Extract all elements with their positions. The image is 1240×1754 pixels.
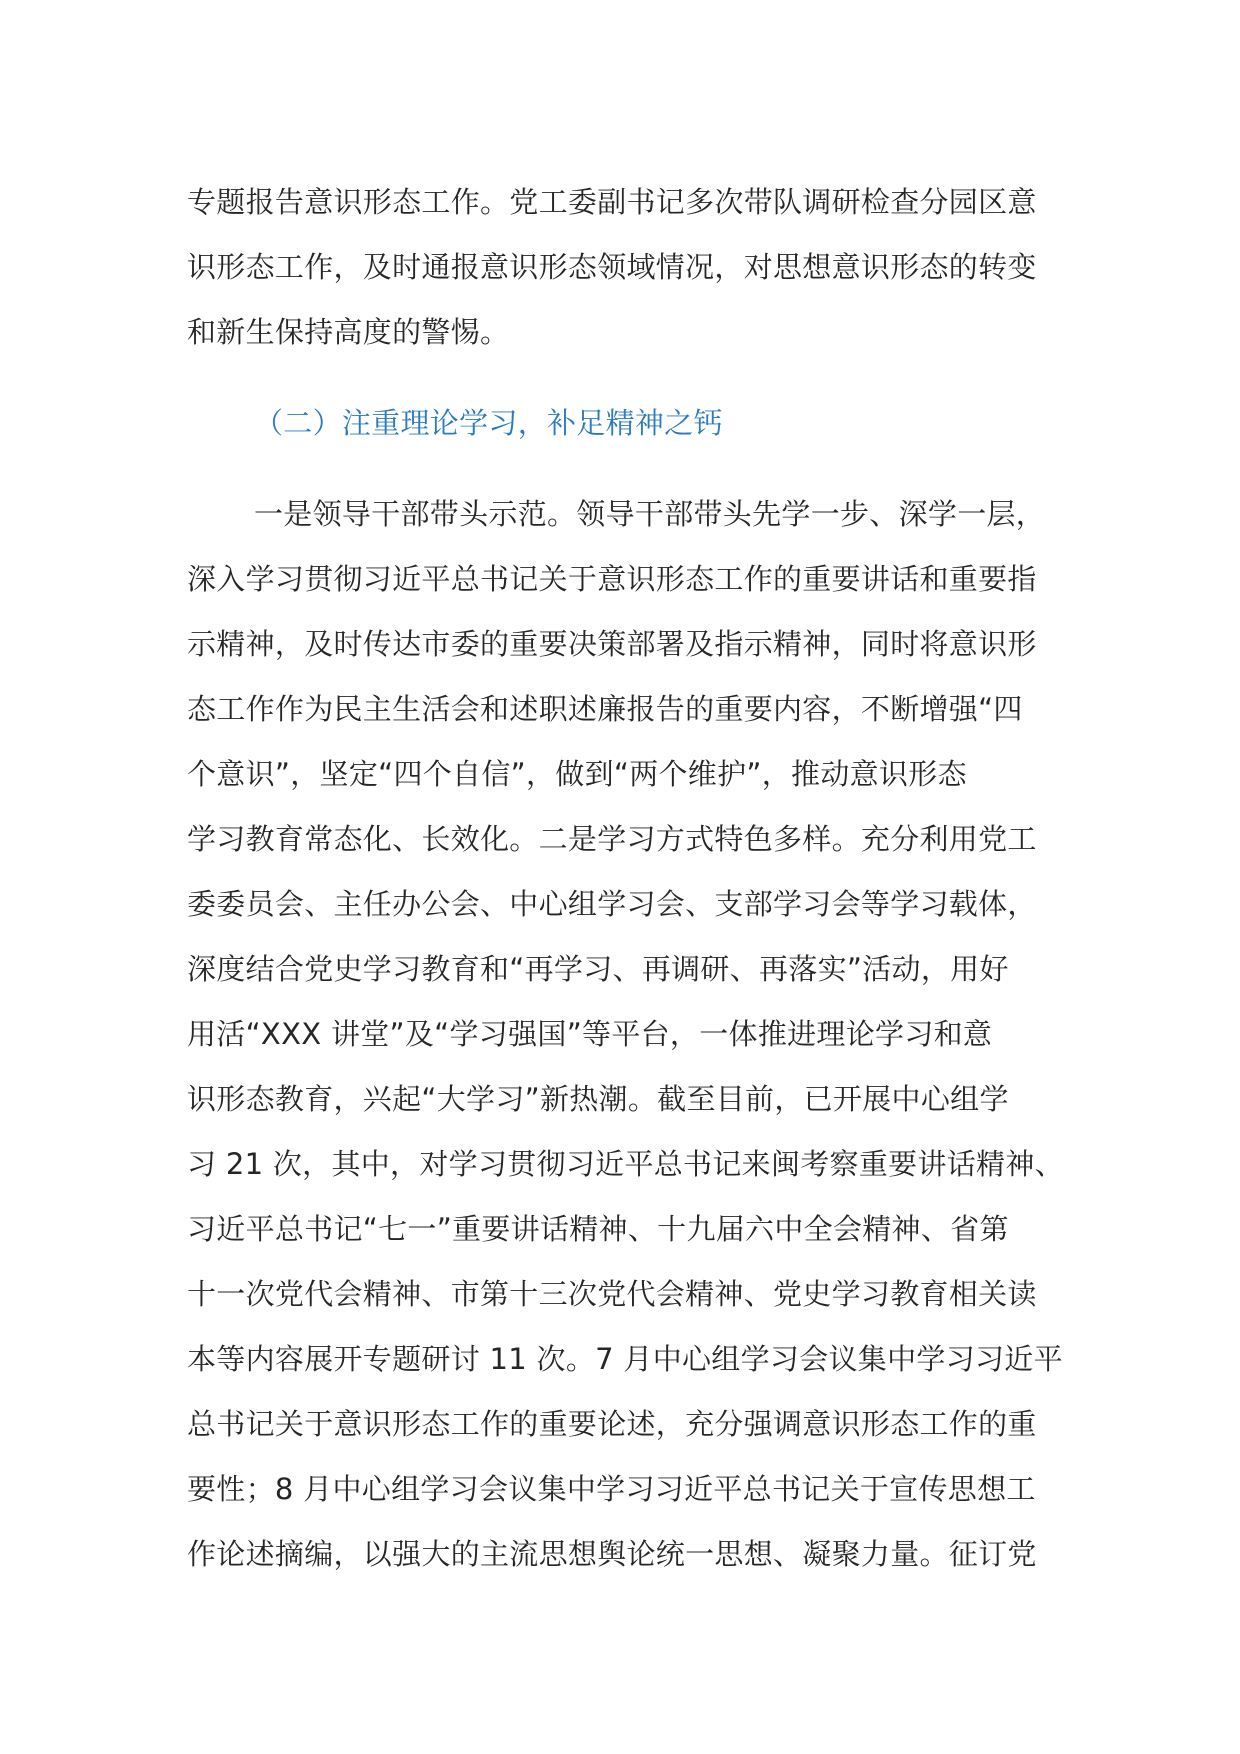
text-line: 委委员会、主任办公会、中心组学习会、支部学习会等学习载体， bbox=[187, 887, 1037, 921]
text-line: 习近平总书记“七一”重要讲话精神、十九届六中全会精神、省第 bbox=[187, 1212, 1009, 1246]
text-line: 和新生保持高度的警惕。 bbox=[187, 315, 510, 349]
text-line: 一是领导干部带头示范。领导干部带头先学一步、深学一层， bbox=[254, 497, 1046, 531]
text-line: 个意识”，坚定“四个自信”，做到“两个维护”，推动意识形态 bbox=[187, 757, 967, 791]
text-line: 用活“XXX 讲堂”及“学习强国”等平台，一体推进理论学习和意 bbox=[187, 1017, 993, 1051]
text-line: 专题报告意识形态工作。党工委副书记多次带队调研检查分园区意 bbox=[187, 185, 1037, 219]
text-line: 识形态工作，及时通报意识形态领域情况，对思想意识形态的转变 bbox=[187, 250, 1037, 284]
text-line: 深度结合党史学习教育和“再学习、再调研、再落实”活动，用好 bbox=[187, 952, 1009, 986]
text-line: 深入学习贯彻习近平总书记关于意识形态工作的重要讲话和重要指 bbox=[187, 562, 1037, 596]
text-line: 示精神，及时传达市委的重要决策部署及指示精神，同时将意识形 bbox=[187, 627, 1037, 661]
text-line: 要性；8 月中心组学习会议集中学习习近平总书记关于宣传思想工 bbox=[187, 1472, 1036, 1506]
text-line: 识形态教育，兴起“大学习”新热潮。截至目前，已开展中心组学 bbox=[187, 1082, 1009, 1116]
section-heading: （二）注重理论学习，补足精神之钙 bbox=[254, 406, 723, 440]
text-line: 总书记关于意识形态工作的重要论述，充分强调意识形态工作的重 bbox=[187, 1407, 1037, 1441]
text-line: 本等内容展开专题研讨 11 次。7 月中心组学习会议集中学习习近平 bbox=[187, 1342, 1063, 1376]
paragraph-spacer bbox=[187, 456, 1053, 482]
text-line: 作论述摘编，以强大的主流思想舆论统一思想、凝聚力量。征订党 bbox=[187, 1537, 1037, 1571]
text-line: 学习教育常态化、长效化。二是学习方式特色多样。充分利用党工 bbox=[187, 822, 1037, 856]
paragraph-2 bbox=[187, 482, 1064, 1587]
document-body bbox=[187, 170, 1064, 1587]
text-line: 习 21 次，其中，对学习贯彻习近平总书记来闽考察重要讲话精神、 bbox=[187, 1147, 1064, 1181]
text-line: 态工作作为民主生活会和述职述廉报告的重要内容，不断增强“四 bbox=[187, 692, 1023, 726]
paragraph-spacer bbox=[187, 365, 1053, 391]
text-line: 十一次党代会精神、市第十三次党代会精神、党史学习教育相关读 bbox=[187, 1277, 1037, 1311]
paragraph-1 bbox=[187, 170, 1053, 365]
